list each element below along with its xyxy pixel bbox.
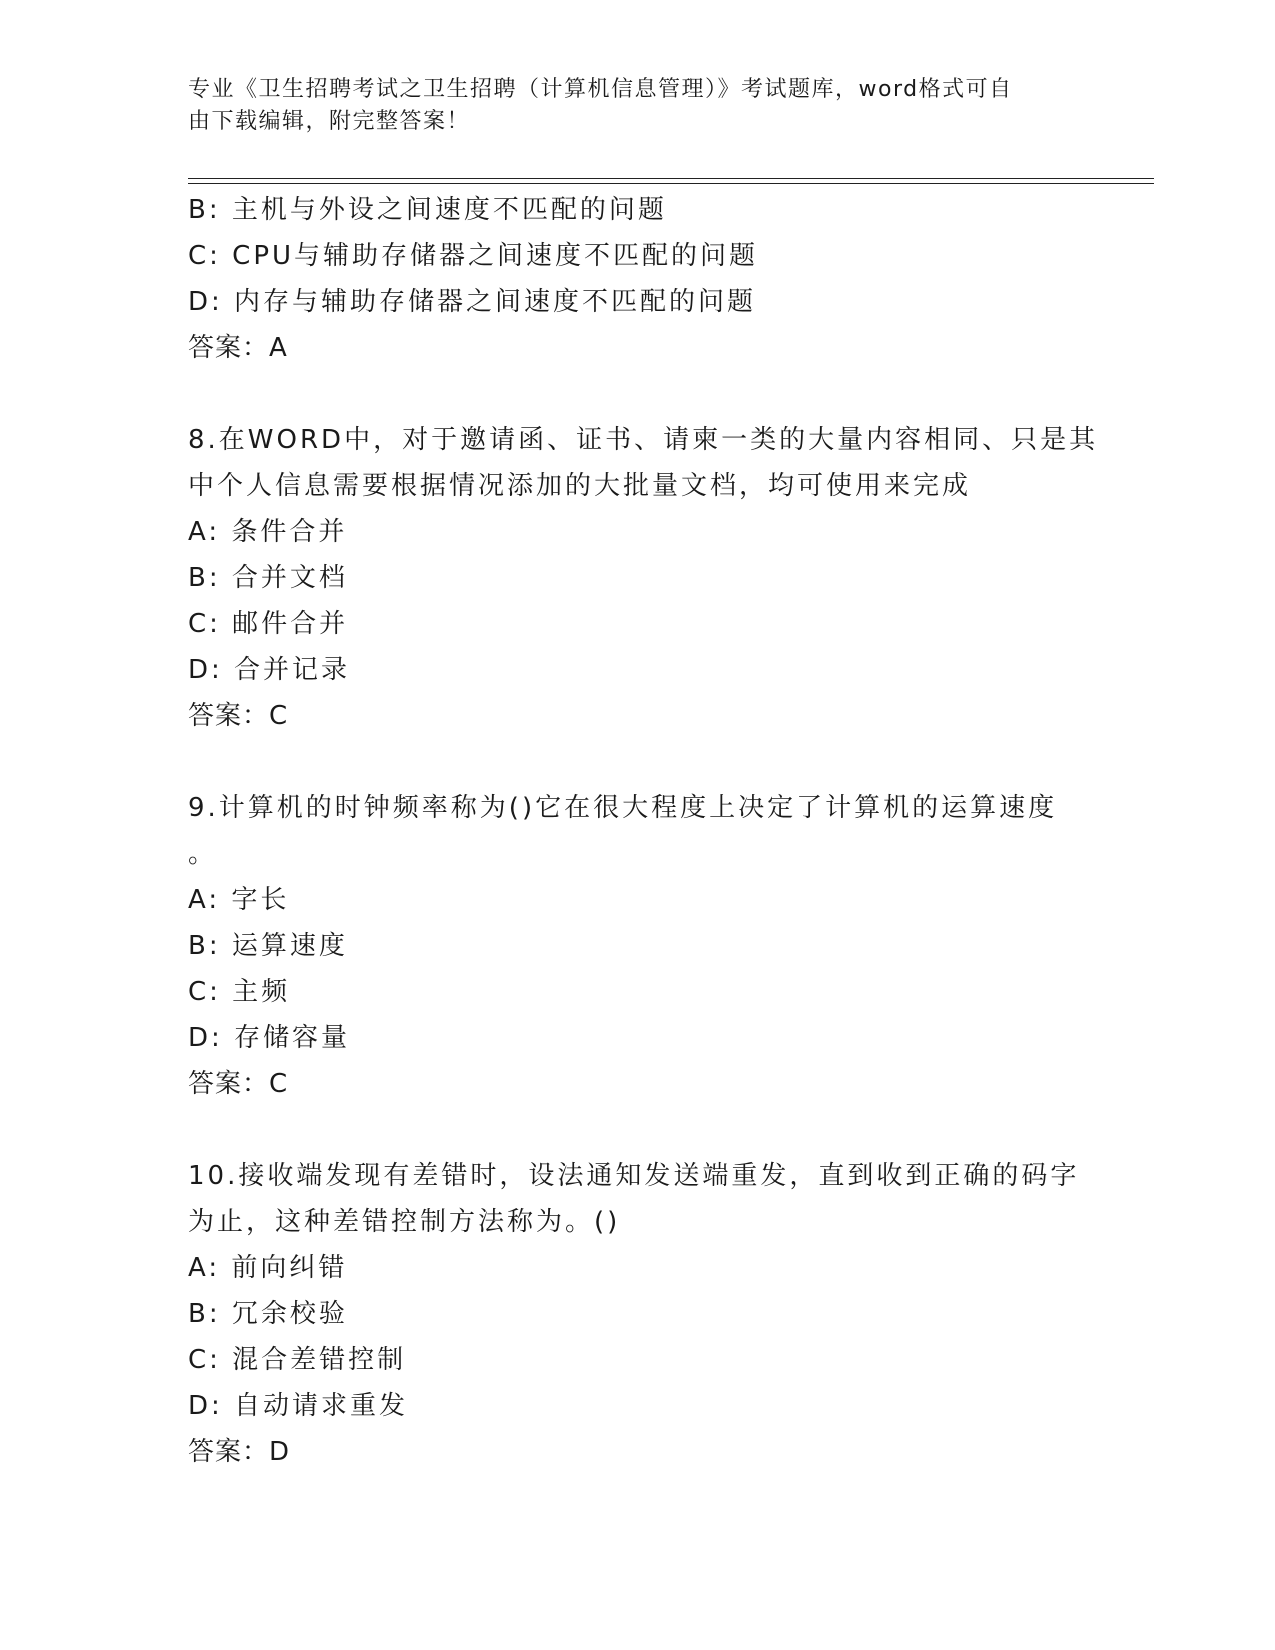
q8-text-line-2: 中个人信息需要根据情况添加的大批量文档，均可使用来完成 bbox=[188, 471, 972, 501]
q10-option-d: D: 自动请求重发 bbox=[188, 1391, 409, 1421]
q9-option-a: A: 字长 bbox=[188, 885, 290, 915]
spacer bbox=[188, 739, 1088, 785]
document-header bbox=[188, 74, 1068, 138]
header-divider-bottom bbox=[188, 183, 1154, 184]
q9-answer: 答案：C bbox=[188, 1069, 289, 1099]
question-10 bbox=[188, 1153, 1088, 1475]
question-8 bbox=[188, 417, 1099, 739]
q10-text-line-2: 为止，这种差错控制方法称为。() bbox=[188, 1207, 621, 1237]
q8-answer: 答案：C bbox=[188, 701, 289, 731]
q8-option-c: C: 邮件合并 bbox=[188, 609, 349, 639]
q7-answer: 答案：A bbox=[188, 333, 288, 363]
q9-option-d: D: 存储容量 bbox=[188, 1023, 351, 1053]
q9-text-line-2: 。 bbox=[188, 839, 215, 869]
q8-text-line-1: 8.在WORD中，对于邀请函、证书、请柬一类的大量内容相同、只是其 bbox=[188, 425, 1099, 455]
header-line-1: 专业《卫生招聘考试之卫生招聘（计算机信息管理）》考试题库，word格式可自 bbox=[188, 77, 1013, 102]
q10-text-line-1: 10.接收端发现有差错时，设法通知发送端重发，直到收到正确的码字 bbox=[188, 1161, 1080, 1191]
q7-option-c: C: CPU与辅助存储器之间速度不匹配的问题 bbox=[188, 241, 759, 271]
q10-option-b: B: 冗余校验 bbox=[188, 1299, 348, 1329]
header-divider-top bbox=[188, 178, 1154, 179]
q10-option-a: A: 前向纠错 bbox=[188, 1253, 348, 1283]
question-7-tail bbox=[188, 187, 1088, 371]
q10-option-c: C: 混合差错控制 bbox=[188, 1345, 407, 1375]
q8-option-d: D: 合并记录 bbox=[188, 655, 351, 685]
q8-option-a: A: 条件合并 bbox=[188, 517, 348, 547]
q7-option-b: B: 主机与外设之间速度不匹配的问题 bbox=[188, 195, 667, 225]
spacer bbox=[188, 371, 1088, 417]
spacer bbox=[188, 1107, 1088, 1153]
q7-option-d: D: 内存与辅助存储器之间速度不匹配的问题 bbox=[188, 287, 757, 317]
q8-option-b: B: 合并文档 bbox=[188, 563, 348, 593]
question-9 bbox=[188, 785, 1088, 1107]
q9-option-c: C: 主频 bbox=[188, 977, 291, 1007]
q9-option-b: B: 运算速度 bbox=[188, 931, 348, 961]
q10-answer: 答案：D bbox=[188, 1437, 291, 1467]
question-list bbox=[188, 187, 1099, 1475]
q9-text-line-1: 9.计算机的时钟频率称为()它在很大程度上决定了计算机的运算速度 bbox=[188, 793, 1058, 823]
header-line-2: 由下载编辑，附完整答案！ bbox=[188, 109, 471, 134]
